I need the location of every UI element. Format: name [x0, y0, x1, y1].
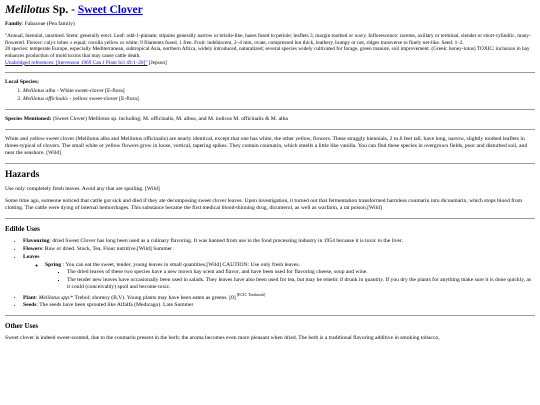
spring-sublist	[45, 269, 535, 291]
list-item	[45, 262, 535, 291]
references-source: [Jepson]	[147, 59, 167, 66]
item-label: Plant	[23, 294, 36, 301]
hazards-heading: Hazards	[5, 170, 40, 181]
list-item: • Plant: Melilotus spp.* Trebol; shomoy (B,V). Young plants may have been eaten as greens. [0] [ECIC Timbrook]	[23, 292, 535, 302]
species-desc: - White sweet-clover [E-flora]	[55, 88, 125, 95]
description-text-2: 20 species: temperate Europe, especially Mediterranean, subtropical Asia, northern Africa, widely introduced, naturalized; several species widely cultivated for forage, green manure, soil improvement. (Greek: honey-lotus) TOXIC: inclusion in hay enhances production of mold toxins that may cause cattle death.	[5, 46, 530, 60]
family-label: Family	[5, 21, 22, 28]
item-label: Seeds	[23, 302, 37, 309]
species-name: Melilotus spp	[38, 294, 70, 301]
genus-name: Melilotus	[5, 4, 50, 16]
hazards-paragraph-1: Use only completely fresh leaves. Avoid any that are spoiling. [Wild]	[5, 186, 160, 193]
list-item	[23, 88, 535, 95]
species-name: Melilotus officinalis	[23, 96, 68, 103]
local-species-list	[5, 88, 535, 103]
item-label: Leaves	[23, 253, 40, 260]
other-uses-heading: Other Uses	[5, 322, 39, 331]
divider	[5, 163, 535, 164]
hazards-paragraph-2: Some time ago, someone noticed that cattle got sick and died if they ate decomposing sweet clover leaves. Upon investigation, it turned out that fermentation transformed harmless coumarin into dicoumarin, which stops blood from clotting. The cattle were dying of internal hemorrhages. This substance became the first medical blood-thinning drug, dicumerol, as well as warfarin, a rat poison.[Wild]	[5, 198, 523, 211]
list-item	[23, 302, 535, 309]
common-name-link[interactable]: Sweet Clover	[77, 4, 143, 16]
list-item: ▪ The tender new leaves have occasionally been used in salads. They leaves have also been used for tea, but may be emetic if drunk in quantity. If you dry the plants for anything make sure it is done quickly, as it could (conceivably) spoil and become toxic.	[67, 277, 535, 291]
title-sp: Sp. -	[49, 4, 78, 16]
divider	[5, 218, 535, 219]
references-link[interactable]: Unabridged references: [Stevenson 1969 Can J Plant Sci 49:1–20]"	[5, 59, 148, 66]
list-item	[23, 246, 535, 253]
description-text: "Annual, biennial, unarmed. Stem: generally erect. Leaf: odd-1-pinnate; stipules generally narrow or bristle-like, bases fused to petiole; leaflets 3, margin toothed or wavy. Inflorescence: raceme, axillary or terminal, slender or short-cylindric, many-flowered. Flower: calyx lobes ± equal; corolla yellow or white; 9 filaments fused, 1 free. Fruit: indehiscent, 2–4 mm, ovate, compressed but thick, leathery, bumpy or not, ridges transverse to finely net-like. Seed: 1–2.	[5, 33, 531, 46]
divider	[5, 109, 535, 110]
edible-uses-list	[5, 238, 535, 310]
other-uses-paragraph: Sweet clover is indeed sweet-scented, due to the coumarin present in the herb; the aroma becomes even more pleasant when dried. The herb is a traditional flavoring additive in smoking tobacco,	[5, 335, 440, 342]
item-text: .* Trebol; shomoy (B,V). Young plants may have been eaten as greens. [0]	[69, 294, 236, 301]
species-mentioned-text: (Sweet Clover) Melilotus sp. including; M. officinalis, M. albus, and M. indicus M. officinalis & M. alba	[51, 116, 288, 123]
list-item	[23, 96, 535, 103]
species-name: Melilotus alba	[23, 88, 56, 95]
family-value: : Fabaceae (Pea family)	[21, 21, 75, 28]
description-block	[5, 33, 535, 66]
item-text: : The seeds have been sprouted like Alfalfa (Medicago). Late Summer	[36, 302, 194, 309]
divider	[5, 129, 535, 130]
edible-uses-heading: Edible Uses	[5, 224, 40, 233]
item-text: : Raw or dried. Stock, Tea, Flour nutritive.[Wild] Summer	[41, 245, 173, 252]
divider	[5, 315, 535, 316]
item-text: : dried Sweet Clover has long been used as a culinary flavoring. It was banned from use in the food processing industry in 1954 because it is toxic to the liver.	[49, 237, 403, 244]
family-line	[5, 21, 535, 28]
item-label: Spring	[45, 261, 62, 268]
leaves-sublist	[23, 262, 535, 291]
local-species-heading	[5, 79, 535, 86]
page-title	[5, 4, 535, 17]
item-label: Flavouring	[23, 237, 50, 244]
species-desc: - yellow sweet-clover [E-flora]	[67, 96, 139, 103]
citation: [ECIC Timbrook]	[235, 291, 266, 297]
intro-paragraph: White and yellow sweet clover (Melilotus alba and Melilotus officinalis) are nearly identical, except that one has white, the other yellow, flowers. These straggly biennials, 2 to.6 feet tall, have long, narrow, slightly toothed leaflets in threes-typical of clovers. The small white or yellow flowers grow in loose, vertical, tapering spikes. They contain coumarin, which smells a little like vanilla. You can find these species in overgrown fields, poor and disturbed soil, and near the seashore. [Wild]	[5, 136, 528, 157]
local-species-label: Local Species;	[5, 79, 40, 86]
species-mentioned	[5, 116, 535, 123]
list-item	[23, 254, 535, 291]
list-item	[23, 238, 535, 245]
item-label: Flowers	[23, 245, 42, 252]
item-text: : You can eat the sweet, tender, young leaves in small quantities.[Wild] CAUTION: Use only fresh leaves.	[61, 261, 300, 268]
divider	[5, 72, 535, 73]
species-mentioned-label: Species Mentioned:	[5, 116, 52, 123]
list-item: ▪ The dried leaves of these two species have a new mown hay scent and flavor, and have been used for flavoring cheese, soup and wine.	[67, 269, 535, 276]
